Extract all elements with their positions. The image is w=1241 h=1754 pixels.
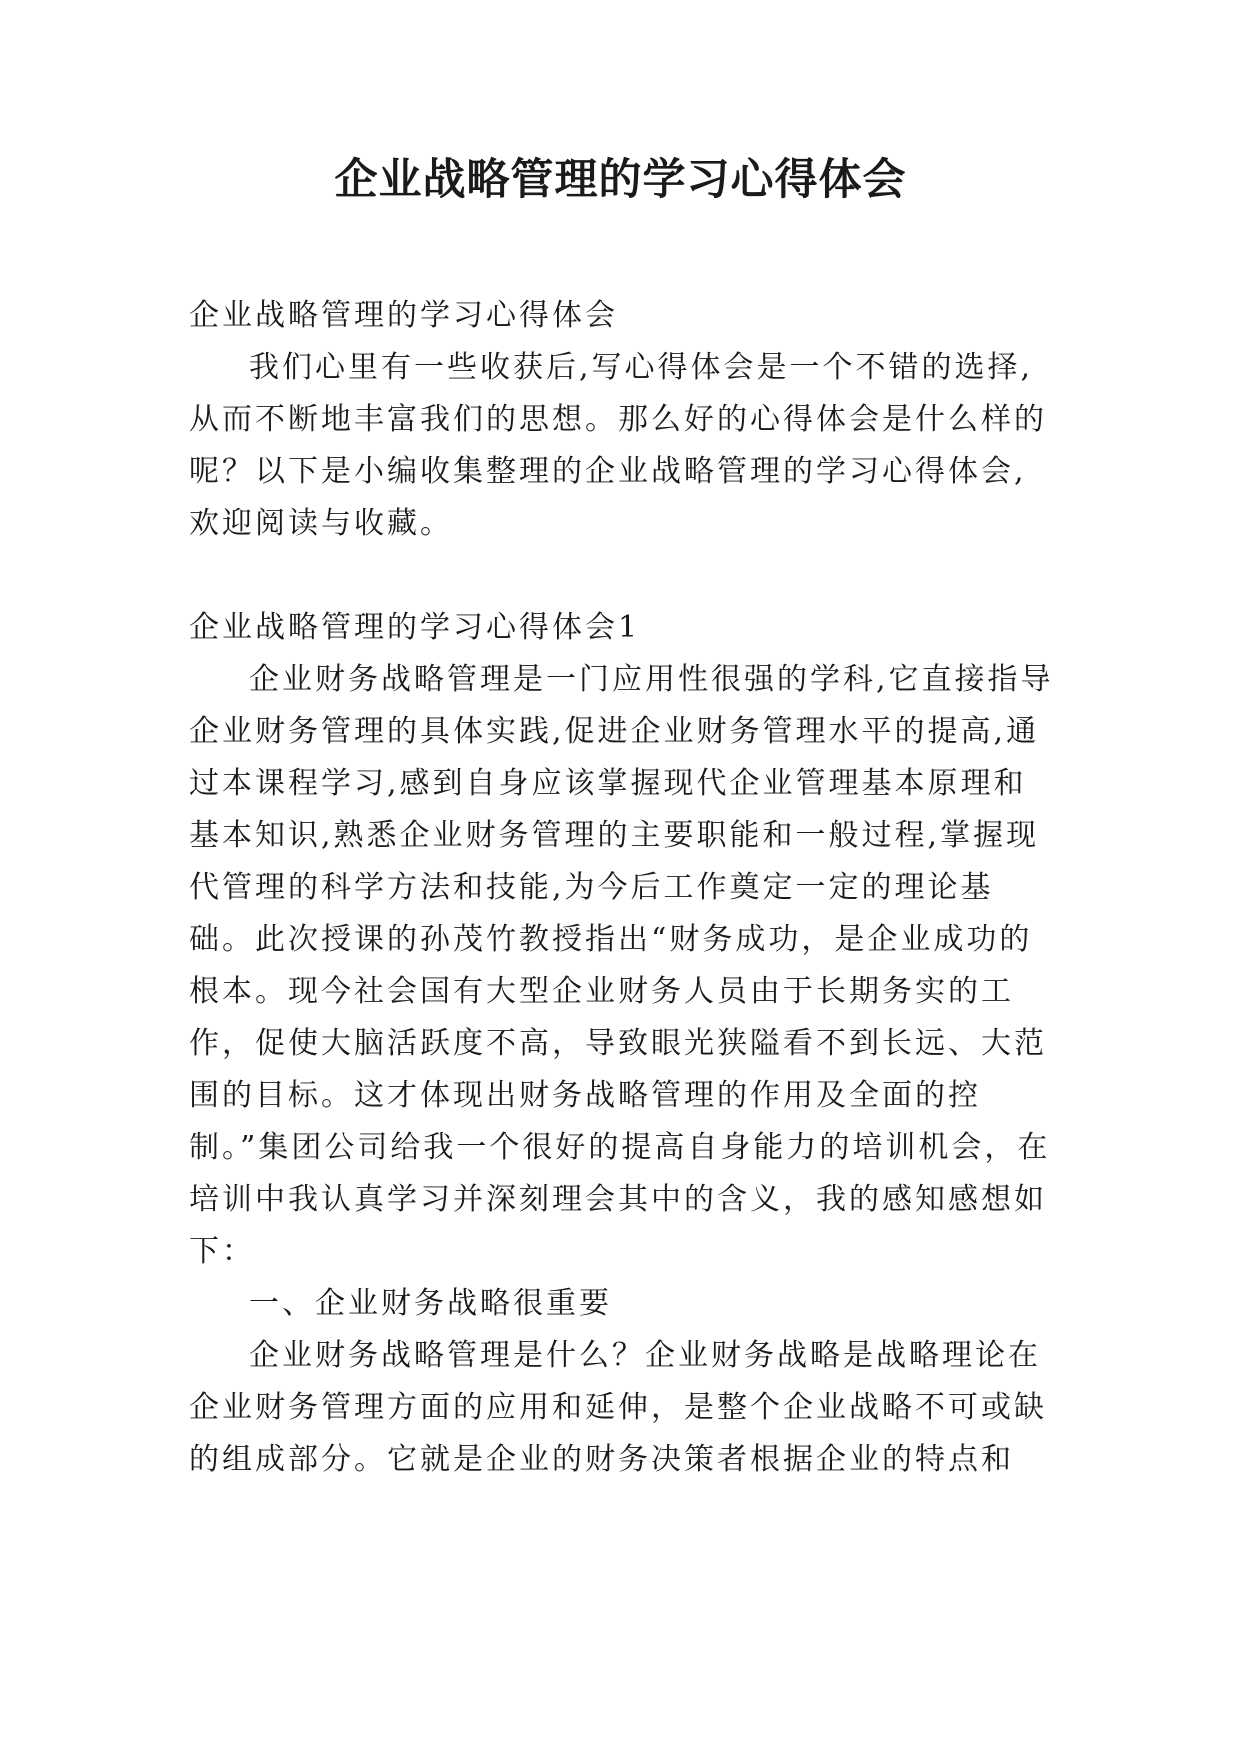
document-body xyxy=(189,290,1059,1486)
intro-paragraph: 我们心里有一些收获后,写心得体会是一个不错的选择,从而不断地丰富我们的思想。那么好的心得体会是什么样的呢？以下是小编收集整理的企业战略管理的学习心得体会,欢迎阅读与收藏。 xyxy=(189,350,1047,541)
subsection-heading: 一、企业财务战略很重要 xyxy=(249,1286,612,1321)
paragraph-spacer xyxy=(189,550,1059,602)
document-title: 企业战略管理的学习心得体会 xyxy=(334,155,907,205)
body-paragraph: 企业财务战略管理是一门应用性很强的学科,它直接指导企业财务管理的具体实践,促进企业财务管理水平的提高,通过本课程学习,感到自身应该掌握现代企业管理基本原理和基本知识,熟悉企业财务管理的主要职能和一般过程,掌握现代管理的科学方法和技能,为今后工作奠定一定的理论基础。此次授课的孙茂竹教授指出“财务成功，是企业成功的根本。现今社会国有大型企业财务人员由于长期务实的工作，促使大脑活跃度不高，导致眼光狭隘看不到长远、大范围的目标。这才体现出财务战略管理的作用及全面的控制。”集团公司给我一个很好的提高自身能力的培训机会，在培训中我认真学习并深刻理会其中的含义，我的感知感想如下： xyxy=(189,662,1054,1269)
section-heading: 企业战略管理的学习心得体会1 xyxy=(189,610,641,645)
section-heading: 企业战略管理的学习心得体会 xyxy=(189,298,618,333)
body-paragraph: 企业财务战略管理是什么？企业财务战略是战略理论在企业财务管理方面的应用和延伸，是整个企业战略不可或缺的组成部分。它就是企业的财务决策者根据企业的特点和 xyxy=(189,1338,1047,1477)
